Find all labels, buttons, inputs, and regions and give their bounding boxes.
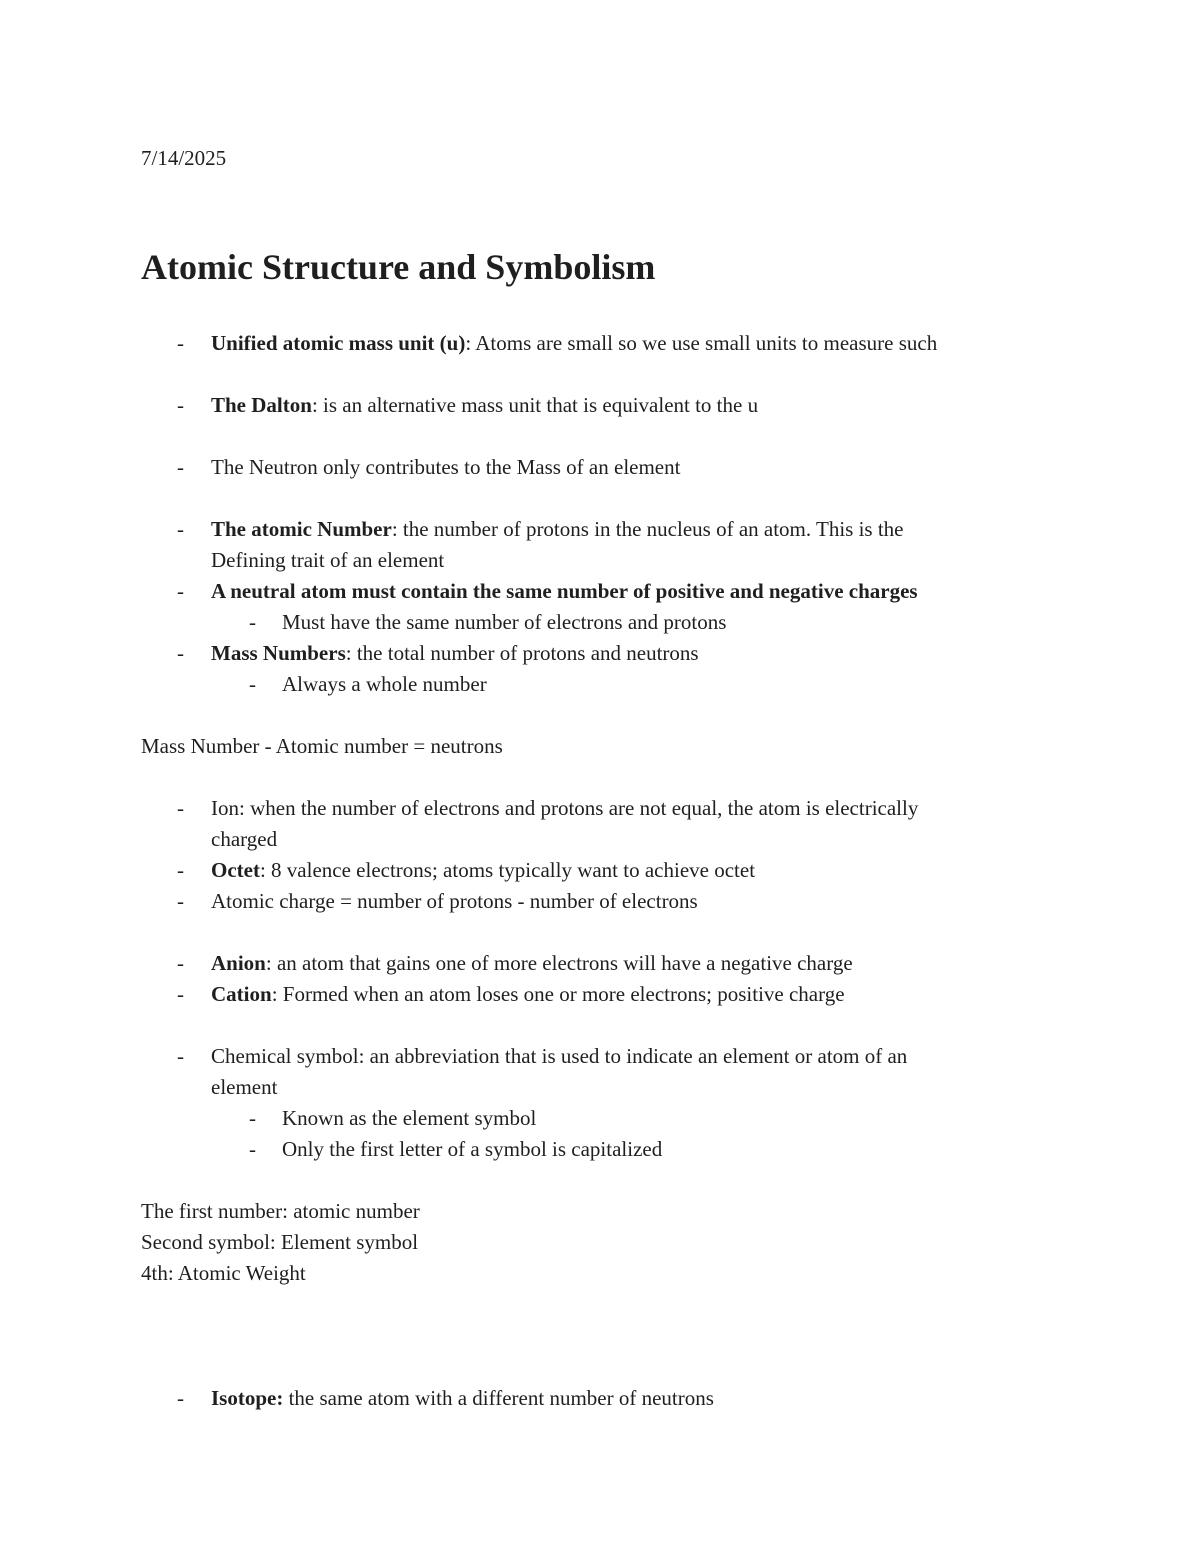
list-item-cation bbox=[211, 979, 845, 1010]
term: Anion bbox=[211, 951, 266, 975]
list-item-amu bbox=[211, 328, 937, 359]
term: Cation bbox=[211, 982, 272, 1006]
note-line-1: The first number: atomic number bbox=[141, 1199, 420, 1223]
list-item-octet bbox=[211, 855, 755, 886]
list-item-atomic-charge: Atomic charge = number of protons - number of electrons bbox=[211, 889, 698, 913]
list-item-atomic-number bbox=[211, 514, 904, 545]
list-item-mass-numbers bbox=[211, 638, 699, 669]
term: Isotope: bbox=[211, 1386, 284, 1410]
bullet-dash: - bbox=[177, 1386, 184, 1410]
term: Mass Numbers bbox=[211, 641, 346, 665]
bullet-dash: - bbox=[177, 951, 184, 975]
definition: the same atom with a different number of neutrons bbox=[283, 1386, 714, 1410]
list-item-isotope bbox=[211, 1383, 714, 1414]
definition: : Atoms are small so we use small units to measure such bbox=[465, 331, 938, 355]
sub-bullet-dash: - bbox=[249, 610, 256, 634]
bullet-dash: - bbox=[177, 517, 184, 541]
definition: : 8 valence electrons; atoms typically want to achieve octet bbox=[259, 858, 756, 882]
term: The Dalton bbox=[211, 393, 312, 417]
bullet-dash: - bbox=[177, 858, 184, 882]
bullet-dash: - bbox=[177, 455, 184, 479]
bullet-dash: - bbox=[177, 641, 184, 665]
list-item-ion-cont: charged bbox=[211, 827, 278, 851]
note-line-2: Second symbol: Element symbol bbox=[141, 1230, 419, 1254]
list-item-neutral-atom bbox=[211, 576, 918, 607]
page-title: Atomic Structure and Symbolism bbox=[141, 247, 656, 287]
sub-item-chem-2: Only the first letter of a symbol is capitalized bbox=[282, 1137, 663, 1161]
definition: : the number of protons in the nucleus of an atom. This is the bbox=[391, 517, 904, 541]
list-item-dalton bbox=[211, 390, 758, 421]
bullet-dash: - bbox=[177, 579, 184, 603]
term: The atomic Number bbox=[211, 517, 392, 541]
equation: Mass Number - Atomic number = neutrons bbox=[141, 734, 503, 758]
term: Octet bbox=[211, 858, 260, 882]
note-line-3: 4th: Atomic Weight bbox=[141, 1261, 306, 1285]
bullet-dash: - bbox=[177, 889, 184, 913]
sub-bullet-dash: - bbox=[249, 1137, 256, 1161]
bullet-dash: - bbox=[177, 393, 184, 417]
list-item-ion: Ion: when the number of electrons and protons are not equal, the atom is electrically bbox=[211, 796, 919, 820]
term: Unified atomic mass unit (u) bbox=[211, 331, 466, 355]
sub-bullet-dash: - bbox=[249, 672, 256, 696]
list-item-chem-symbol: Chemical symbol: an abbreviation that is used to indicate an element or atom of an bbox=[211, 1044, 908, 1068]
definition: : is an alternative mass unit that is equivalent to the u bbox=[311, 393, 759, 417]
bullet-dash: - bbox=[177, 796, 184, 820]
list-item-chem-symbol-cont: element bbox=[211, 1075, 278, 1099]
bullet-dash: - bbox=[177, 331, 184, 355]
list-item-atomic-number-cont: Defining trait of an element bbox=[211, 548, 445, 572]
list-item-anion bbox=[211, 948, 853, 979]
term: A neutral atom must contain the same number of positive and negative charges bbox=[211, 579, 918, 603]
sub-item-neutral: Must have the same number of electrons and protons bbox=[282, 610, 727, 634]
definition: : the total number of protons and neutrons bbox=[345, 641, 699, 665]
bullet-dash: - bbox=[177, 982, 184, 1006]
sub-bullet-dash: - bbox=[249, 1106, 256, 1130]
date: 7/14/2025 bbox=[141, 146, 227, 170]
definition: : an atom that gains one of more electrons will have a negative charge bbox=[265, 951, 853, 975]
sub-item-chem-1: Known as the element symbol bbox=[282, 1106, 537, 1130]
bullet-dash: - bbox=[177, 1044, 184, 1068]
sub-item-mass: Always a whole number bbox=[282, 672, 487, 696]
definition: : Formed when an atom loses one or more electrons; positive charge bbox=[271, 982, 845, 1006]
list-item-neutron: The Neutron only contributes to the Mass of an element bbox=[211, 455, 681, 479]
